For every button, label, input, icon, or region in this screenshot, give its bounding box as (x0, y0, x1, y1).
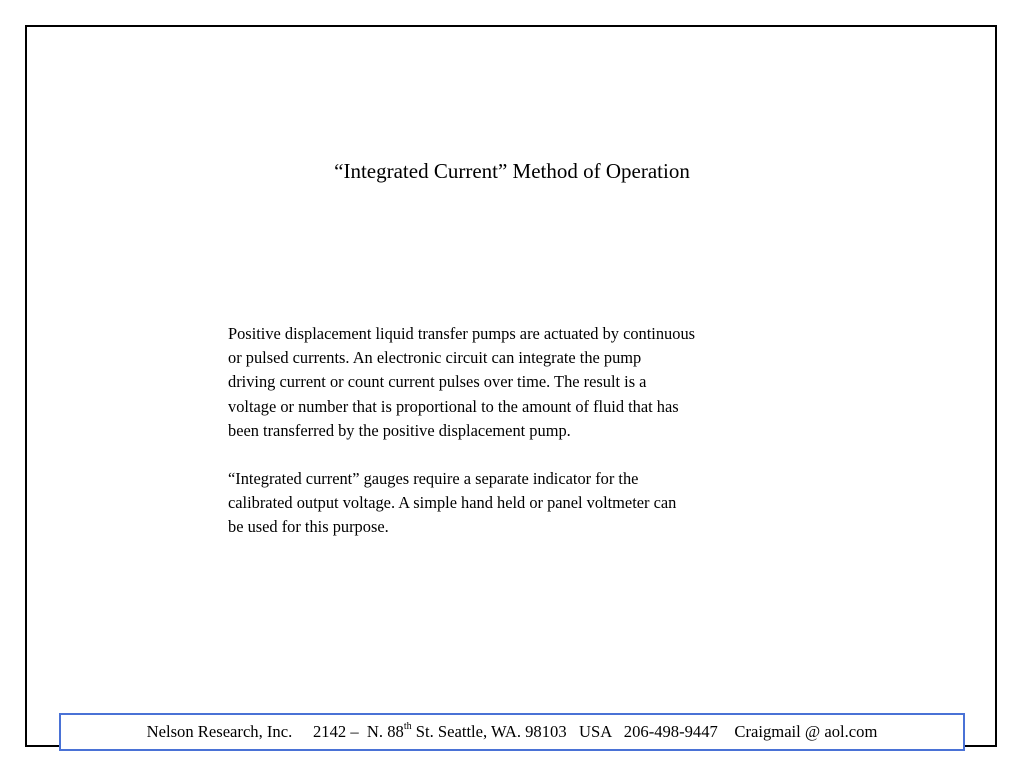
paragraph-line: or pulsed currents. An electronic circuit can integrate the pump (228, 348, 642, 368)
paragraph-spacer (228, 443, 808, 467)
paragraph-2 (228, 467, 808, 540)
footer-address-ordinal: th (403, 721, 412, 733)
paragraph-line: “Integrated current” gauges require a separate indicator for the (228, 469, 639, 489)
paragraph-line: driving current or count current pulses over time. The result is a (228, 372, 647, 392)
footer-company: Nelson Research, Inc. (146, 722, 293, 741)
paragraph-line: calibrated output voltage. A simple hand held or panel voltmeter can (228, 493, 677, 513)
paragraph-line: be used for this purpose. (228, 517, 389, 537)
footer-address-prefix: 2142 – N. 88 (313, 722, 404, 741)
paragraph-line: voltage or number that is proportional to the amount of fluid that has (228, 396, 679, 416)
slide-body (228, 322, 808, 540)
footer-email: Craigmail @ aol.com (734, 722, 878, 741)
footer-phone: 206-498-9447 (623, 722, 718, 741)
footer-address (313, 722, 611, 741)
footer-address-suffix: St. Seattle, WA. 98103 USA (411, 722, 612, 741)
footer-contact-box (59, 713, 965, 751)
paragraph-1 (228, 322, 808, 443)
paragraph-line: been transferred by the positive displacement pump. (228, 420, 571, 440)
paragraph-line: Positive displacement liquid transfer pumps are actuated by continuous (228, 324, 696, 343)
slide-title: “Integrated Current” Method of Operation (334, 159, 690, 183)
